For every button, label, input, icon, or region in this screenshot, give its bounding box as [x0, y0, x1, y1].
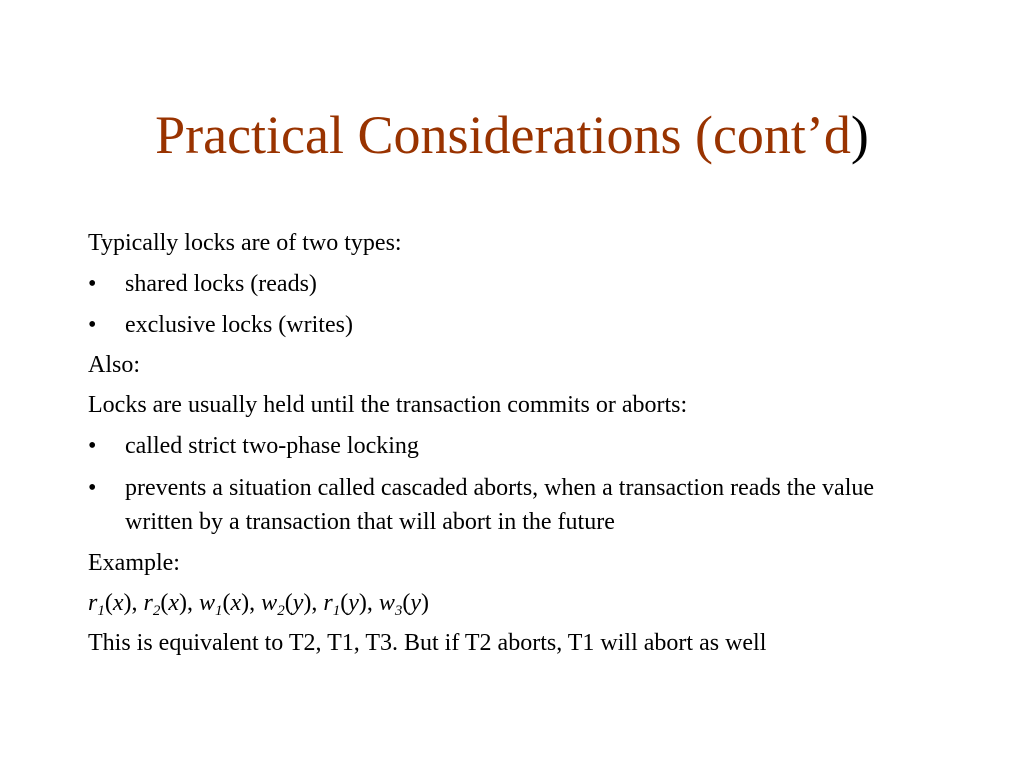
sequence-separator: , — [187, 590, 199, 616]
bullet-marker: • — [88, 433, 97, 459]
sequence-op-variable: x — [230, 590, 242, 616]
sequence-op-index: 1 — [97, 603, 105, 619]
sequence-op-variable: y — [292, 590, 304, 616]
sequence-op: w — [378, 590, 395, 616]
bullet-item — [88, 268, 948, 300]
bullet-text: exclusive locks (writes) — [125, 312, 353, 338]
bullet-marker: • — [88, 312, 97, 338]
sequence-separator: , — [131, 590, 144, 616]
sequence-op-variable: x — [168, 590, 179, 616]
sequence-op: r — [143, 590, 153, 616]
sequence-op-index: 3 — [394, 603, 403, 619]
also-line: Also: — [88, 352, 141, 378]
example-sequence: $r_1(x)$, $r_2(x)$, $w_1(x)$, $w_2(y)$, $r_1(y)$, $w_3(y)$ — [88, 590, 430, 619]
slide-body — [88, 228, 948, 668]
held-line: Locks are usually held until the transaction commits or aborts: — [88, 392, 688, 418]
bullet-item — [88, 309, 948, 341]
sequence-separator: , — [366, 590, 379, 616]
example-line: Example: — [88, 550, 180, 576]
sequence-op: r — [323, 590, 333, 616]
bullet-text: shared locks (reads) — [125, 271, 317, 297]
bullet-item — [88, 471, 948, 539]
sequence-op-index: 1 — [332, 603, 341, 619]
sequence-op: r — [88, 590, 98, 616]
sequence-op-variable: x — [112, 590, 124, 616]
slide-title — [0, 100, 1024, 170]
sequence-separator: , — [311, 590, 324, 616]
sequence-op-index: 2 — [152, 603, 161, 619]
slide-title-close-paren: ) — [850, 105, 869, 165]
sequence-op-index: 1 — [215, 603, 223, 619]
slide-title-text: Practical Considerations (cont’d — [155, 105, 851, 165]
sequence-op-variable: y — [410, 590, 422, 616]
bullet-text: prevents a situation called cascaded aborts, when a transaction reads the value written by a transaction that will abort in the future — [125, 475, 875, 535]
bullet-marker: • — [88, 475, 97, 501]
sequence-op-variable: y — [348, 590, 359, 616]
sequence-op: w — [261, 590, 278, 616]
sequence-op-index: 2 — [277, 603, 285, 619]
bullet-item — [88, 430, 948, 462]
bullet-marker: • — [88, 271, 97, 297]
conclusion-line: This is equivalent to T2, T1, T3. But if T2 aborts, T1 will abort as well — [88, 630, 767, 656]
bullet-text: called strict two-phase locking — [125, 433, 419, 459]
intro-line: Typically locks are of two types: — [88, 230, 402, 256]
sequence-separator: , — [249, 590, 262, 616]
sequence-op: w — [199, 590, 216, 616]
